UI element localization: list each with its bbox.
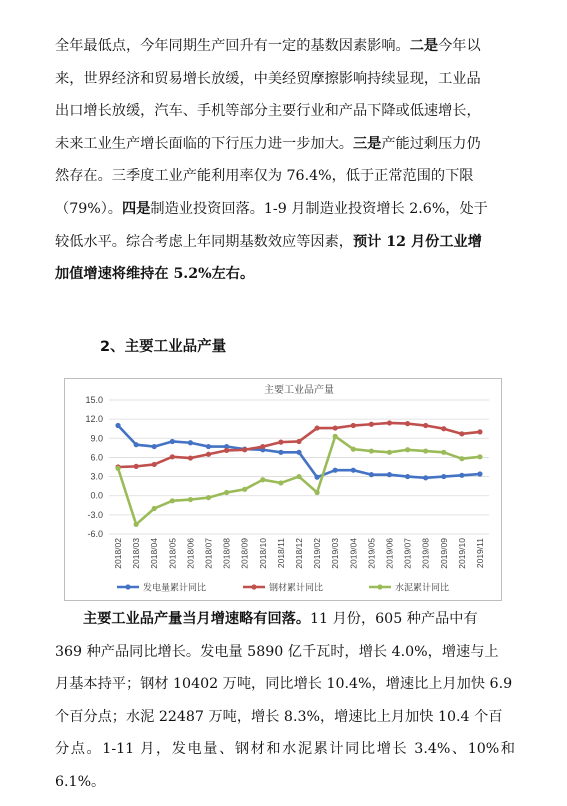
x-tick-label: 2018/07 [203, 538, 214, 569]
data-point [314, 490, 319, 495]
bold-run: 三是 [352, 135, 382, 152]
data-point [405, 474, 410, 479]
para1-line [55, 258, 515, 291]
x-tick-label: 2018/08 [221, 538, 232, 569]
text-run: 出口增长放缓，汽车、手机等部分主要行业和产品下降或低速增长， [55, 103, 481, 120]
text-run: 月基本持平；钢材 10402 万吨，同比增长 10.4%，增速比上月加快 6.9 [55, 676, 513, 693]
data-point [224, 448, 229, 453]
data-point [152, 444, 157, 449]
data-point [224, 490, 229, 495]
data-point [206, 495, 211, 500]
legend-label: 水泥累计同比 [395, 582, 450, 593]
text-run: 较低水平。综合考虑上年同期基数效应等因素， [55, 233, 353, 250]
x-tick-label: 2019/10 [456, 538, 467, 569]
legend-marker [125, 584, 130, 589]
data-point [477, 429, 482, 434]
data-point [369, 422, 374, 427]
data-point [314, 425, 319, 430]
x-tick-label: 2019/08 [420, 538, 431, 569]
legend-label: 发电量累计同比 [143, 582, 207, 593]
data-point [423, 475, 428, 480]
legend-marker [377, 584, 382, 589]
para1-line [55, 95, 515, 128]
text-run: 全年最低点，今年同期生产回升有一定的基数因素影响。 [55, 38, 410, 54]
data-point [152, 506, 157, 511]
data-point [477, 471, 482, 476]
y-tick-label: 12.0 [85, 414, 103, 425]
production-line-chart [65, 379, 501, 600]
data-point [351, 447, 356, 452]
bold-run: 主要工业品产量当月增速略有回落。 [83, 611, 311, 627]
data-point [423, 423, 428, 428]
x-tick-label: 2018/10 [257, 538, 268, 569]
data-point [170, 439, 175, 444]
bold-run: 四是 [122, 200, 151, 217]
legend-label: 钢材累计同比 [269, 582, 324, 593]
chart-title: 主要工业品产量 [264, 385, 334, 396]
y-tick-label: 3.0 [90, 471, 103, 482]
data-point [260, 477, 265, 482]
x-tick-label: 2018/09 [239, 538, 250, 569]
data-point [115, 466, 120, 471]
data-point [242, 447, 247, 452]
data-point [405, 421, 410, 426]
text-run: 369 种产品同比增长。发电量 5890 亿千瓦时，增长 4.0%，增速与上 [55, 643, 499, 660]
data-point [152, 462, 157, 467]
data-point [134, 442, 139, 447]
data-point [351, 468, 356, 473]
text-run: 分点。1-11 月，发电量、钢材和水泥累计同比增长 3.4%、10%和 6.1%。 [55, 741, 515, 790]
data-point [333, 434, 338, 439]
para1-line [55, 193, 515, 226]
data-point [278, 480, 283, 485]
x-tick-label: 2019/04 [348, 538, 359, 569]
text-run: 个百分点；水泥 22487 万吨，增长 8.3%，增速比上月加快 10.4 个百 [55, 708, 503, 725]
chart-frame [64, 378, 502, 601]
para1-line [55, 160, 515, 193]
y-tick-label: 6.0 [90, 452, 103, 463]
data-point [369, 472, 374, 477]
bold-run: 二是 [409, 38, 439, 54]
data-point [115, 423, 120, 428]
data-point [296, 450, 301, 455]
x-tick-label: 2019/02 [312, 538, 323, 569]
data-point [188, 455, 193, 460]
text-run: 今年以 [438, 38, 481, 54]
data-point [260, 444, 265, 449]
data-point [351, 423, 356, 428]
x-tick-label: 2018/06 [185, 538, 196, 569]
text-run: 制造业投资回落。1-9 月制造业投资增长 2.6%，处于 [150, 200, 488, 217]
text-run: 然存在。三季度工业产能利用率仅为 76.4%，低于正常范围的下限 [55, 168, 474, 185]
y-tick-label: -6.0 [87, 529, 103, 539]
x-tick-label: 2019/05 [366, 538, 377, 569]
legend-marker [251, 584, 256, 589]
y-tick-label: 9.0 [90, 433, 103, 444]
text-run: 来，世界经济和贸易增长放缓，中美经贸摩擦影响持续显现，工业品 [55, 70, 481, 87]
data-point [206, 444, 211, 449]
para2-line [55, 701, 515, 734]
text-run: 未来工业生产增长面临的下行压力进一步加大。 [55, 135, 353, 152]
data-point [134, 464, 139, 469]
data-point [423, 448, 428, 453]
data-point [314, 475, 319, 480]
para2-line [55, 668, 515, 701]
x-tick-label: 2019/09 [438, 538, 449, 569]
text-run: 产能过剩压力仍 [381, 135, 481, 152]
data-point [188, 497, 193, 502]
data-point [296, 439, 301, 444]
para2-line [55, 636, 515, 669]
body-paragraph-2 [55, 603, 515, 799]
data-point [459, 431, 464, 436]
data-point [369, 448, 374, 453]
text-run: （79%）。 [55, 200, 122, 217]
y-tick-label: 15.0 [85, 395, 103, 405]
y-tick-label: -3.0 [87, 509, 103, 520]
para2-line [55, 733, 515, 798]
x-tick-label: 2019/06 [384, 538, 395, 569]
data-point [405, 447, 410, 452]
data-point [134, 522, 139, 527]
data-point [387, 472, 392, 477]
series-line [118, 423, 480, 467]
data-point [296, 474, 301, 479]
para1-line [55, 30, 515, 63]
y-tick-label: 0.0 [90, 490, 103, 501]
data-point [242, 487, 247, 492]
data-point [387, 420, 392, 425]
data-point [441, 450, 446, 455]
data-point [459, 473, 464, 478]
section-heading: 2、主要工业品产量 [100, 339, 227, 355]
data-point [333, 425, 338, 430]
data-point [278, 440, 283, 445]
data-point [441, 426, 446, 431]
para1-line [55, 63, 515, 96]
data-point [459, 456, 464, 461]
data-point [477, 454, 482, 459]
x-tick-label: 2018/05 [167, 538, 178, 569]
data-point [188, 440, 193, 445]
bold-run: 加值增速将维持在 5.2%左右。 [55, 266, 255, 283]
x-tick-label: 2018/12 [294, 538, 304, 569]
para2-line [55, 603, 515, 636]
x-tick-label: 2019/11 [474, 538, 485, 569]
data-point [170, 498, 175, 503]
x-tick-label: 2018/03 [131, 538, 142, 569]
data-point [441, 474, 446, 479]
x-tick-label: 2018/02 [113, 538, 124, 569]
data-point [170, 454, 175, 459]
data-point [387, 450, 392, 455]
x-tick-label: 2019/03 [330, 538, 341, 569]
bold-run: 预计 12 月份工业增 [352, 233, 482, 250]
data-point [206, 452, 211, 457]
data-point [278, 450, 283, 455]
text-run: 11 月份，605 种产品中有 [310, 611, 478, 627]
data-point [333, 468, 338, 473]
x-tick-label: 2018/04 [149, 538, 160, 569]
x-tick-label: 2019/07 [402, 538, 413, 569]
body-paragraph-1 [55, 30, 515, 291]
para1-line [55, 226, 515, 259]
para1-line [55, 128, 515, 161]
x-tick-label: 2018/11 [275, 538, 286, 569]
